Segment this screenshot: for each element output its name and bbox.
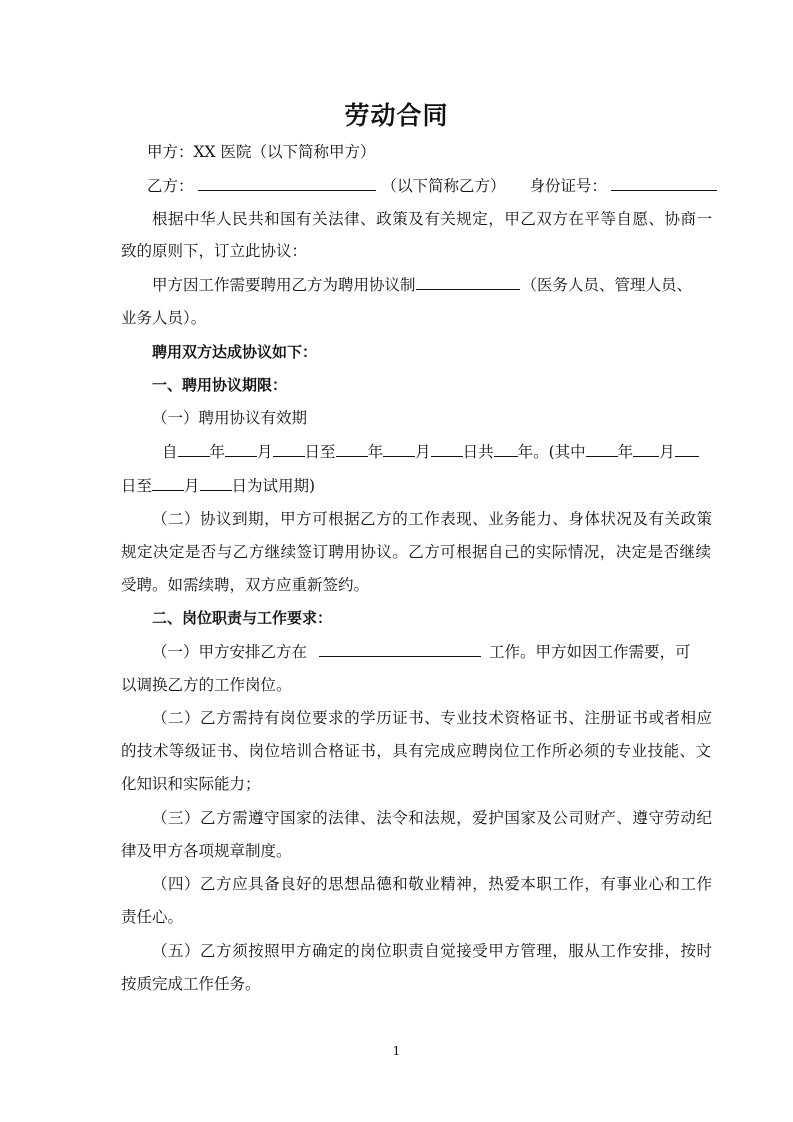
intro-line-1: 根据中华人民共和国有关法律、政策及有关规定，甲乙双方在平等自愿、协商一	[152, 210, 712, 228]
total-years-blank[interactable]	[494, 440, 518, 457]
end-month-blank[interactable]	[383, 440, 415, 457]
position-type-blank[interactable]	[416, 273, 520, 290]
page-number: 1	[392, 1044, 401, 1058]
date-word-month: 月	[257, 443, 273, 461]
probation-end-month-blank[interactable]	[152, 474, 184, 491]
section-2-item-1-line-1	[152, 640, 717, 663]
start-year-blank[interactable]	[178, 440, 210, 457]
date-word-probation: 日为试用期)	[231, 477, 316, 495]
intro-line-2: 致的原则下，订立此协议：	[121, 242, 308, 260]
party-b-name-blank[interactable]	[198, 174, 376, 191]
date-word-day-to: 日至	[121, 477, 153, 495]
section-2-item-1-line-2: 以调换乙方的工作岗位。	[121, 676, 292, 694]
section-1-item-1: （一）聘用协议有效期	[152, 409, 308, 427]
end-day-blank[interactable]	[431, 440, 463, 457]
agreement-heading: 聘用双方达成协议如下：	[152, 343, 318, 361]
start-day-blank[interactable]	[273, 440, 305, 457]
section-2-item-2-line-1: （二）乙方需持有岗位要求的学历证书、专业技术资格证书、注册证书或者相应	[152, 709, 712, 727]
term-dates-line-1	[162, 440, 722, 463]
hire-prefix: 甲方因工作需要聘用乙方为聘用协议制	[152, 276, 416, 294]
hire-suffix: （医务人员、管理人员、	[521, 276, 693, 294]
section-2-item-5-line-1: （五）乙方须按照甲方确定的岗位职责自觉接受甲方管理，服从工作安排，按时	[152, 942, 712, 960]
date-word-month: 月	[184, 477, 200, 495]
section-2-item-4-line-2: 责任心。	[121, 908, 184, 926]
section-1-heading: 一、聘用协议期限：	[152, 376, 288, 394]
party-b-label: 乙方：	[147, 177, 194, 195]
end-year-blank[interactable]	[336, 440, 368, 457]
document-title: 劳动合同	[344, 101, 449, 130]
id-number-label: 身份证号：	[529, 177, 608, 195]
probation-start-day-blank[interactable]	[675, 440, 699, 457]
id-number-blank[interactable]	[611, 174, 717, 191]
work-location-blank[interactable]	[319, 640, 481, 657]
section-1-item-2-line-2: 规定决定是否与乙方继续签订聘用协议。乙方可根据自己的实际情况，决定是否继续	[121, 543, 711, 561]
party-a-line: 甲方：XX 医院（以下简称甲方）	[147, 143, 376, 161]
probation-start-year-blank[interactable]	[586, 440, 618, 457]
section-1-item-2-line-1: （二）协议到期，甲方可根据乙方的工作表现、业务能力、身体状况及有关政策	[152, 510, 712, 528]
date-word-day-to: 日至	[304, 443, 336, 461]
date-word-year-including: 年。(其中	[517, 443, 586, 461]
probation-end-day-blank[interactable]	[200, 474, 232, 491]
section-2-item-3-line-1: （三）乙方需遵守国家的法律、法令和法规，爱护国家及公司财产、遵守劳动纪	[152, 809, 712, 827]
party-b-suffix: （以下简称乙方）	[381, 177, 506, 195]
section-2-heading: 二、岗位职责与工作要求：	[152, 609, 333, 627]
section-1-item-2-line-3: 受聘。如需续聘，双方应重新签约。	[121, 576, 370, 594]
date-word-month: 月	[415, 443, 431, 461]
section-2-item-4-line-1: （四）乙方应具备良好的思想品德和敬业精神，热爱本职工作，有事业心和工作	[152, 875, 712, 893]
date-word-year: 年	[617, 443, 634, 461]
date-word-year: 年	[209, 443, 226, 461]
date-word-day-total: 日共	[462, 443, 494, 461]
party-b-line	[147, 174, 717, 197]
section-2-item-2-line-2: 的技术等级证书、岗位培训合格证书，具有完成应聘岗位工作所必须的专业技能、文	[121, 742, 711, 760]
section-2-item-1-prefix: （一）甲方安排乙方在	[152, 643, 308, 661]
start-month-blank[interactable]	[225, 440, 257, 457]
section-2-item-3-line-2: 律及甲方各项规章制度。	[121, 842, 292, 860]
section-2-item-5-line-2: 按质完成工作任务。	[121, 975, 261, 993]
section-2-item-1-suffix: 工作。甲方如因工作需要，可	[489, 643, 691, 661]
section-2-item-2-line-3: 化知识和实际能力；	[121, 775, 261, 793]
probation-start-month-blank[interactable]	[633, 440, 659, 457]
term-dates-line-2	[121, 474, 711, 497]
hire-line-1	[152, 273, 717, 296]
date-word-zi: 自	[162, 443, 178, 461]
date-word-year: 年	[367, 443, 384, 461]
hire-line-2: 业务人员）。	[121, 309, 207, 327]
date-word-month: 月	[659, 443, 675, 461]
